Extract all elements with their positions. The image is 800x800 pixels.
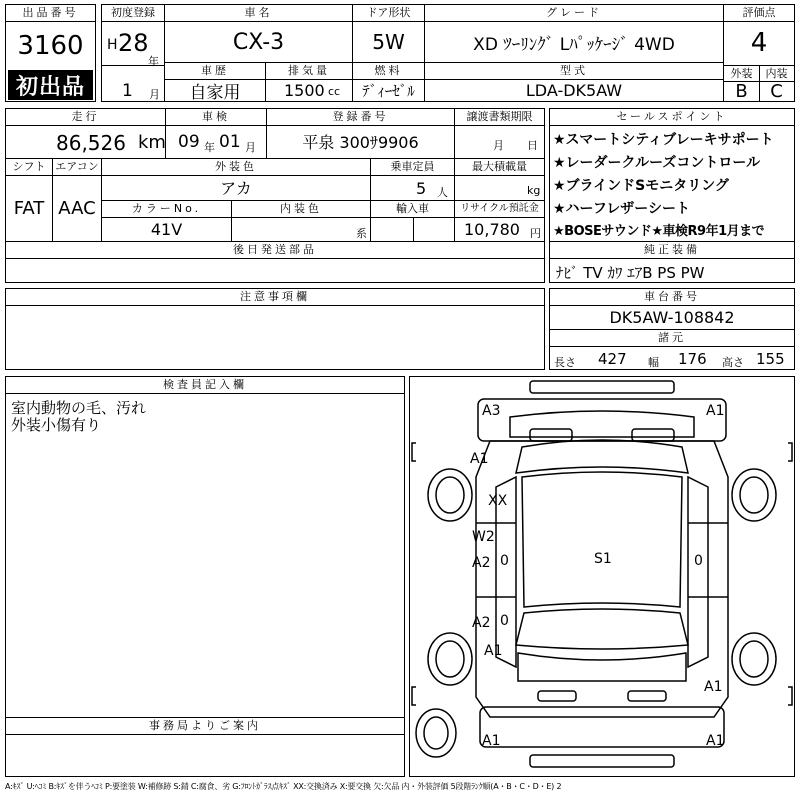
length-label: 長さ xyxy=(554,356,576,369)
inspection-label: 車検 xyxy=(166,109,266,126)
damage-mark: XX xyxy=(488,493,508,509)
score-box xyxy=(723,4,795,102)
history: 自家用 xyxy=(189,82,241,103)
color-no-box xyxy=(101,200,232,242)
transfer-label: 譲渡書類期限 xyxy=(455,109,544,126)
transfer-day-unit: 日 xyxy=(527,139,538,152)
height-label: 高さ xyxy=(722,356,744,369)
chassis-number: DK5AW-108842 xyxy=(609,307,735,327)
damage-mark: A2 xyxy=(472,555,491,571)
plate-number: 平泉 300ｻ9906 xyxy=(302,133,419,152)
model-box xyxy=(424,62,724,102)
damage-mark: A1 xyxy=(470,451,489,467)
width-label: 幅 xyxy=(648,356,659,369)
first-registration-label: 初度登録 xyxy=(102,5,164,22)
plate-label: 登録番号 xyxy=(267,109,454,126)
equipment-box xyxy=(549,241,795,283)
capacity-label: 乗車定員 xyxy=(371,159,454,176)
score: 4 xyxy=(750,28,768,58)
damage-diagram xyxy=(409,376,795,777)
transfer-box xyxy=(454,108,545,159)
recycle-fee: 10,780 xyxy=(464,220,520,239)
equipment-label: 純正装備 xyxy=(550,242,794,259)
shift-label: シフト xyxy=(6,159,52,176)
shift: FAT xyxy=(13,197,45,219)
recycle-label: リサイクル預託金 xyxy=(455,201,544,218)
later-parts-box xyxy=(5,241,545,283)
import-label: 輸入車 xyxy=(371,201,454,218)
exterior-color: アカ xyxy=(220,179,252,198)
height: 155 xyxy=(756,350,785,368)
displacement-label: 排気量 xyxy=(266,63,352,80)
load-box xyxy=(454,158,545,201)
damage-mark: A2 xyxy=(472,615,491,631)
fuel: ﾃﾞｨｰｾﾞﾙ xyxy=(362,81,415,100)
later-parts-label: 後日発送部品 xyxy=(6,242,544,259)
width: 176 xyxy=(678,350,707,368)
sales-point: ★レーダークルーズコントロール xyxy=(553,155,761,171)
car-diagram-svg xyxy=(410,377,794,776)
displacement-unit: cc xyxy=(328,85,341,98)
first-registration-box xyxy=(101,4,165,102)
history-box xyxy=(164,62,266,102)
model-label: 型式 xyxy=(425,63,723,80)
history-label: 車歴 xyxy=(165,63,265,80)
capacity: 5 xyxy=(416,179,427,198)
length: 427 xyxy=(598,350,627,368)
fuel-label: 燃料 xyxy=(353,63,424,80)
door-type: 5W xyxy=(372,30,405,54)
month-unit: 月 xyxy=(149,88,160,101)
recycle-unit: 円 xyxy=(530,227,541,240)
inspector-label: 検査員記入欄 xyxy=(6,377,404,394)
plate-box xyxy=(266,108,455,159)
color-no-label: カラーNo. xyxy=(102,201,231,218)
lot-box xyxy=(5,4,96,102)
aircon-label: エアコン xyxy=(53,159,101,176)
era: H xyxy=(107,37,118,53)
import-box xyxy=(370,200,455,242)
exterior-color-label: 外装色 xyxy=(102,159,370,176)
inspection-month-unit: 月 xyxy=(245,141,256,154)
grade: XD ﾂｰﾘﾝｸﾞ Lﾊﾟｯｹｰｼﾞ 4WD xyxy=(473,34,675,55)
displacement: 1500 xyxy=(284,81,325,100)
zero-mark: 0 xyxy=(500,553,509,569)
score-label: 評価点 xyxy=(724,5,794,22)
first-registration-year: 28 xyxy=(118,29,149,57)
displacement-box xyxy=(265,62,353,102)
exterior-grade-label: 外装 xyxy=(730,67,753,80)
sales-points-box xyxy=(549,108,795,242)
lot-number: 3160 xyxy=(17,30,84,61)
first-listing-badge: 初出品 xyxy=(8,70,93,100)
inspector-box xyxy=(5,376,405,718)
specs-label: 諸元 xyxy=(550,330,794,347)
door-label: ドア形状 xyxy=(353,5,424,22)
zero-mark: 0 xyxy=(500,613,509,629)
interior-color-box xyxy=(231,200,371,242)
inspection-box xyxy=(165,108,267,159)
office-label: 事務局よりご案内 xyxy=(6,718,404,735)
damage-mark: A1 xyxy=(704,679,723,695)
inspector-note: 室内動物の毛、汚れ xyxy=(11,399,147,417)
interior-color-unit: 系 xyxy=(356,227,367,240)
inspection-month: 01 xyxy=(219,132,241,152)
shift-box xyxy=(5,158,53,242)
sales-points-label: セールスポイント xyxy=(550,109,794,126)
legend: A:ｷｽﾞ U:ﾍｺﾐ B:ｷｽﾞを伴うﾍｺﾐ P:要塗装 W:補修跡 S:錆 C:腐食、劣 G:ﾌﾛﾝﾄｶﾞﾗｽ点ｷｽﾞ XX:交換済み X:要交換 欠:欠品 内・外装評価 5段階ﾗﾝｸ順(A・B・C・D・E) 2 xyxy=(5,782,562,791)
mileage-box xyxy=(5,108,166,159)
recycle-box xyxy=(454,200,545,242)
damage-mark: A3 xyxy=(482,403,501,419)
aircon: AAC xyxy=(58,197,96,219)
year-unit: 年 xyxy=(148,55,159,68)
inspection-year: 09 xyxy=(178,132,200,152)
load-unit: kg xyxy=(527,184,541,197)
first-registration-month: 1 xyxy=(122,81,133,101)
door-box xyxy=(352,4,425,63)
interior-grade: C xyxy=(770,80,783,102)
damage-mark: S1 xyxy=(594,551,612,567)
notes-label: 注意事項欄 xyxy=(6,289,544,306)
interior-color-label: 内装色 xyxy=(232,201,370,218)
sales-point: ★ハーフレザーシート xyxy=(553,201,691,217)
damage-mark: A1 xyxy=(482,733,501,749)
capacity-unit: 人 xyxy=(437,186,448,199)
equipment: ﾅﾋﾞ TV ｶﾜ ｴｱB PS PW xyxy=(556,264,705,282)
inspector-note: 外装小傷有り xyxy=(11,416,102,434)
mileage-unit: km xyxy=(138,132,166,153)
damage-mark: A1 xyxy=(484,643,503,659)
model-code: LDA-DK5AW xyxy=(525,80,623,100)
inspection-year-unit: 年 xyxy=(204,141,215,154)
exterior-color-box xyxy=(101,158,371,201)
zero-mark: 0 xyxy=(694,553,703,569)
mileage: 86,526 xyxy=(56,131,126,155)
color-no: 41V xyxy=(150,219,183,239)
sales-point: ★ブラインドSモニタリング xyxy=(553,178,729,194)
load-label: 最大積載量 xyxy=(455,159,544,176)
aircon-box xyxy=(52,158,102,242)
fuel-box xyxy=(352,62,425,102)
car-name-label: 車名 xyxy=(165,5,352,22)
chassis-box xyxy=(549,288,795,330)
sales-point: ★スマートシティブレーキサポート xyxy=(553,132,774,148)
lot-label: 出品番号 xyxy=(6,5,95,22)
grade-label: グレード xyxy=(425,5,723,22)
grade-box xyxy=(424,4,724,63)
damage-mark: W2 xyxy=(472,529,495,545)
transfer-month-unit: 月 xyxy=(493,139,504,152)
capacity-box xyxy=(370,158,455,201)
car-name: CX-3 xyxy=(232,29,285,55)
exterior-grade: B xyxy=(735,80,748,102)
damage-mark: A1 xyxy=(706,403,725,419)
car-name-box xyxy=(164,4,353,63)
damage-mark: A1 xyxy=(706,733,725,749)
chassis-label: 車台番号 xyxy=(550,289,794,306)
interior-grade-label: 内装 xyxy=(765,67,788,80)
office-box xyxy=(5,717,405,777)
sales-point: ★BOSEサウンド★車検R9年1月まで xyxy=(553,224,765,239)
specs-box xyxy=(549,329,795,370)
mileage-label: 走行 xyxy=(6,109,165,126)
notes-box xyxy=(5,288,545,370)
